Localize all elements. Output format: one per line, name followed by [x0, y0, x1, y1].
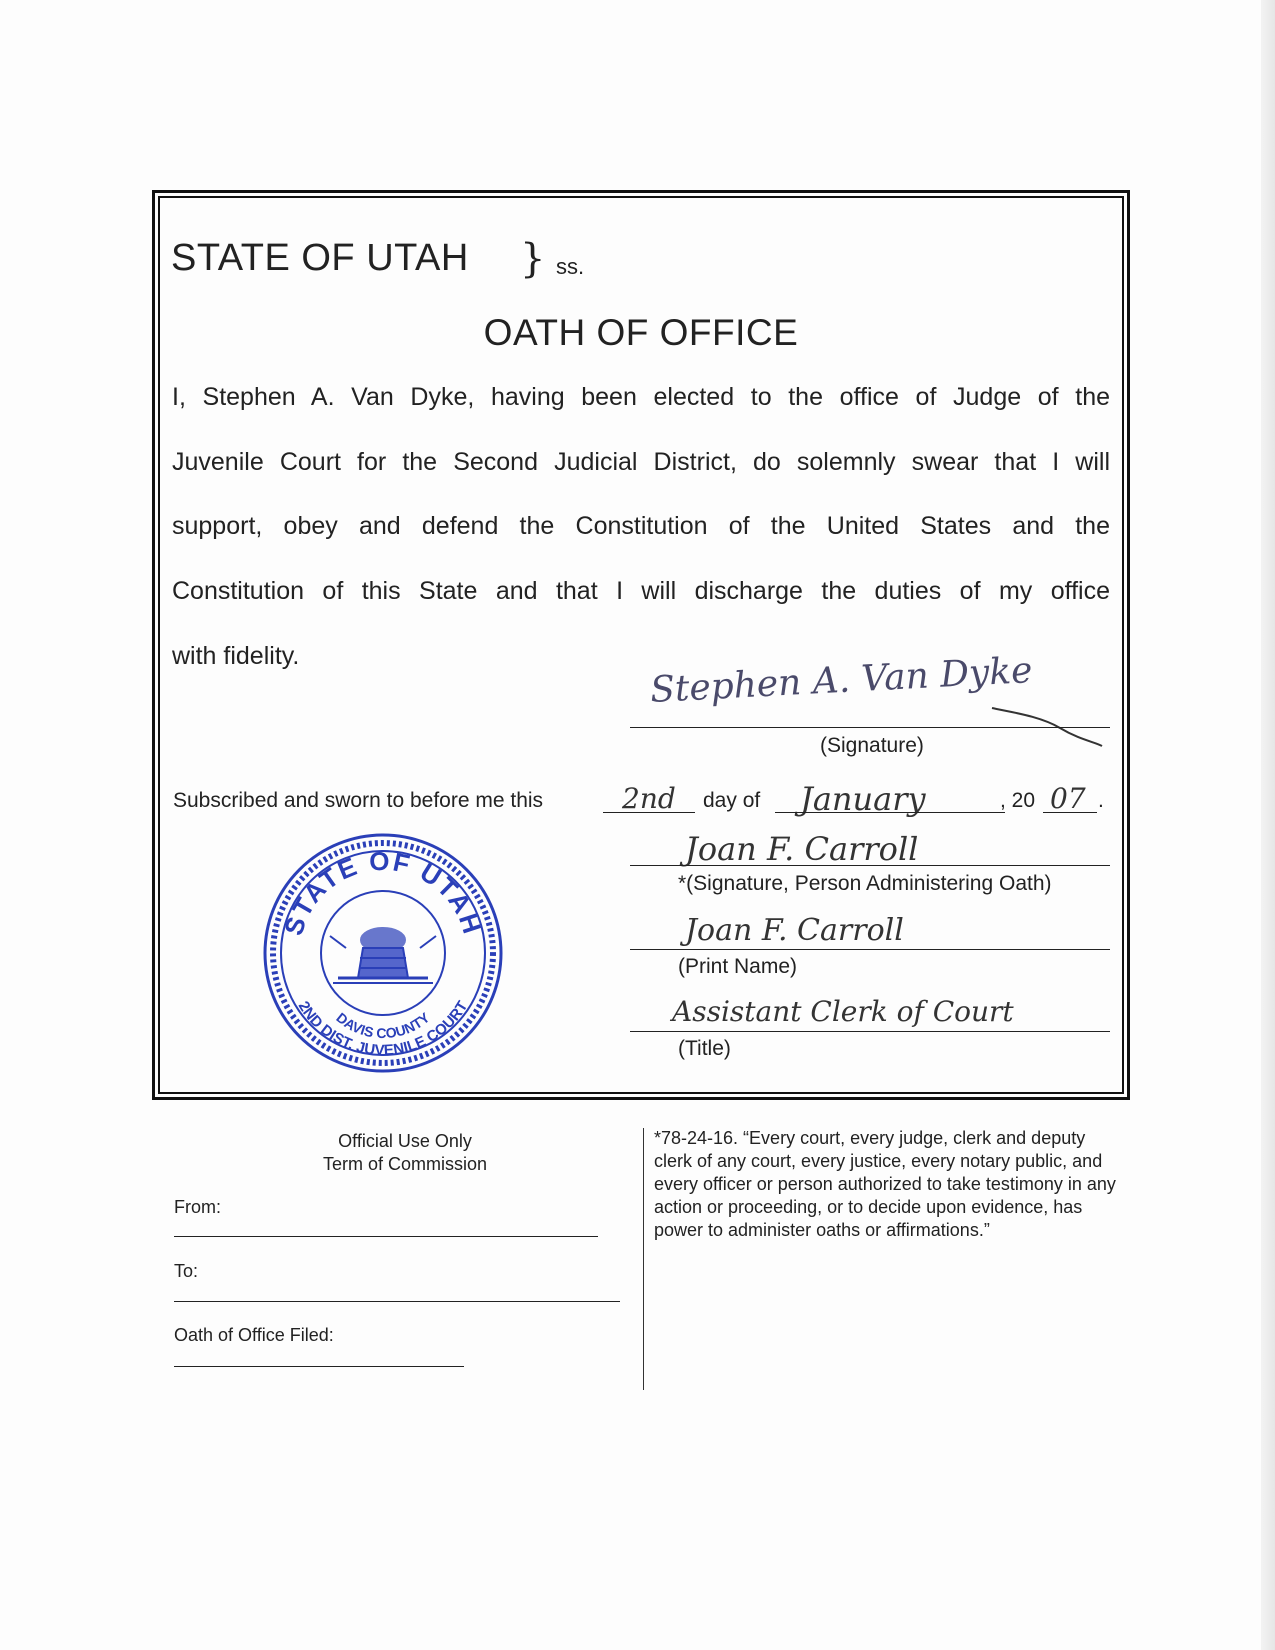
admin-signature-handwritten: Joan F. Carroll: [685, 830, 919, 868]
year-prefix: , 20: [1000, 789, 1036, 812]
admin-signature-caption: *(Signature, Person Administering Oath): [678, 872, 1052, 895]
signature-caption: (Signature): [820, 734, 924, 757]
official-use-heading: Official Use Only: [338, 1131, 472, 1151]
month-handwritten: January: [800, 780, 926, 818]
day-of-label: day of: [703, 789, 761, 812]
to-field-line[interactable]: [174, 1301, 620, 1302]
print-name-handwritten: Joan F. Carroll: [685, 913, 904, 948]
month-line: [775, 812, 1005, 813]
judge-signature: Stephen A. Van Dyke: [649, 650, 1034, 711]
signature-line: [630, 727, 1110, 728]
oath-line-2: Juvenile Court for the Second Judicial District, do solemnly swear that I will: [172, 448, 1110, 476]
signature-flourish: [990, 690, 1110, 750]
term-heading: Term of Commission: [322, 1154, 488, 1174]
filed-field-line[interactable]: [174, 1366, 464, 1367]
oath-line-1: I, Stephen A. Van Dyke, having been elected to the office of Judge of the: [172, 383, 1110, 411]
from-field-line[interactable]: [174, 1236, 598, 1237]
from-label: From:: [174, 1197, 221, 1217]
oath-line-4: Constitution of this State and that I will discharge the duties of my office: [172, 577, 1110, 605]
seal-top-text: STATE OF UTAH: [278, 845, 488, 939]
statute-text: *78-24-16. “Every court, every judge, clerk and deputy clerk of any court, every justice, every notary public, and every officer or person authorized to take testimony in any action or proceeding, or to decide upon evidence, has power to administer oaths or affirmations.”: [654, 1128, 1116, 1240]
beehive-emblem: [330, 928, 436, 983]
seal-county-text: DAVIS COUNTY: [333, 1009, 433, 1042]
title-caption: (Title): [678, 1037, 731, 1060]
oath-line-5: with fidelity.: [172, 642, 300, 670]
to-label: To:: [174, 1261, 199, 1281]
title-line: [630, 1031, 1110, 1032]
year-handwritten: 07: [1050, 782, 1086, 815]
oath-line-3: support, obey and defend the Constitution of the United States and the: [172, 512, 1110, 540]
footer-divider: [643, 1128, 644, 1390]
admin-signature-line: [630, 865, 1110, 866]
filed-label: Oath of Office Filed:: [174, 1325, 334, 1345]
day-handwritten: 2nd: [622, 782, 676, 815]
venue-ss: ss.: [556, 254, 585, 279]
period: .: [1098, 789, 1104, 812]
title-handwritten: Assistant Clerk of Court: [672, 995, 1014, 1028]
scan-edge-shadow: [1261, 0, 1275, 1650]
day-line: [603, 812, 695, 813]
seal-bottom-text: 2ND DIST. JUVENILE COURT: [294, 998, 472, 1060]
year-line: [1043, 812, 1097, 813]
document-title: OATH OF OFFICE: [483, 312, 799, 353]
state-heading: STATE OF UTAH: [171, 237, 469, 279]
subscribed-prefix: Subscribed and sworn to before me this: [173, 789, 544, 812]
print-name-line: [630, 949, 1110, 950]
court-seal: [258, 828, 508, 1078]
print-name-caption: (Print Name): [678, 955, 798, 978]
venue-brace: }: [520, 236, 546, 282]
